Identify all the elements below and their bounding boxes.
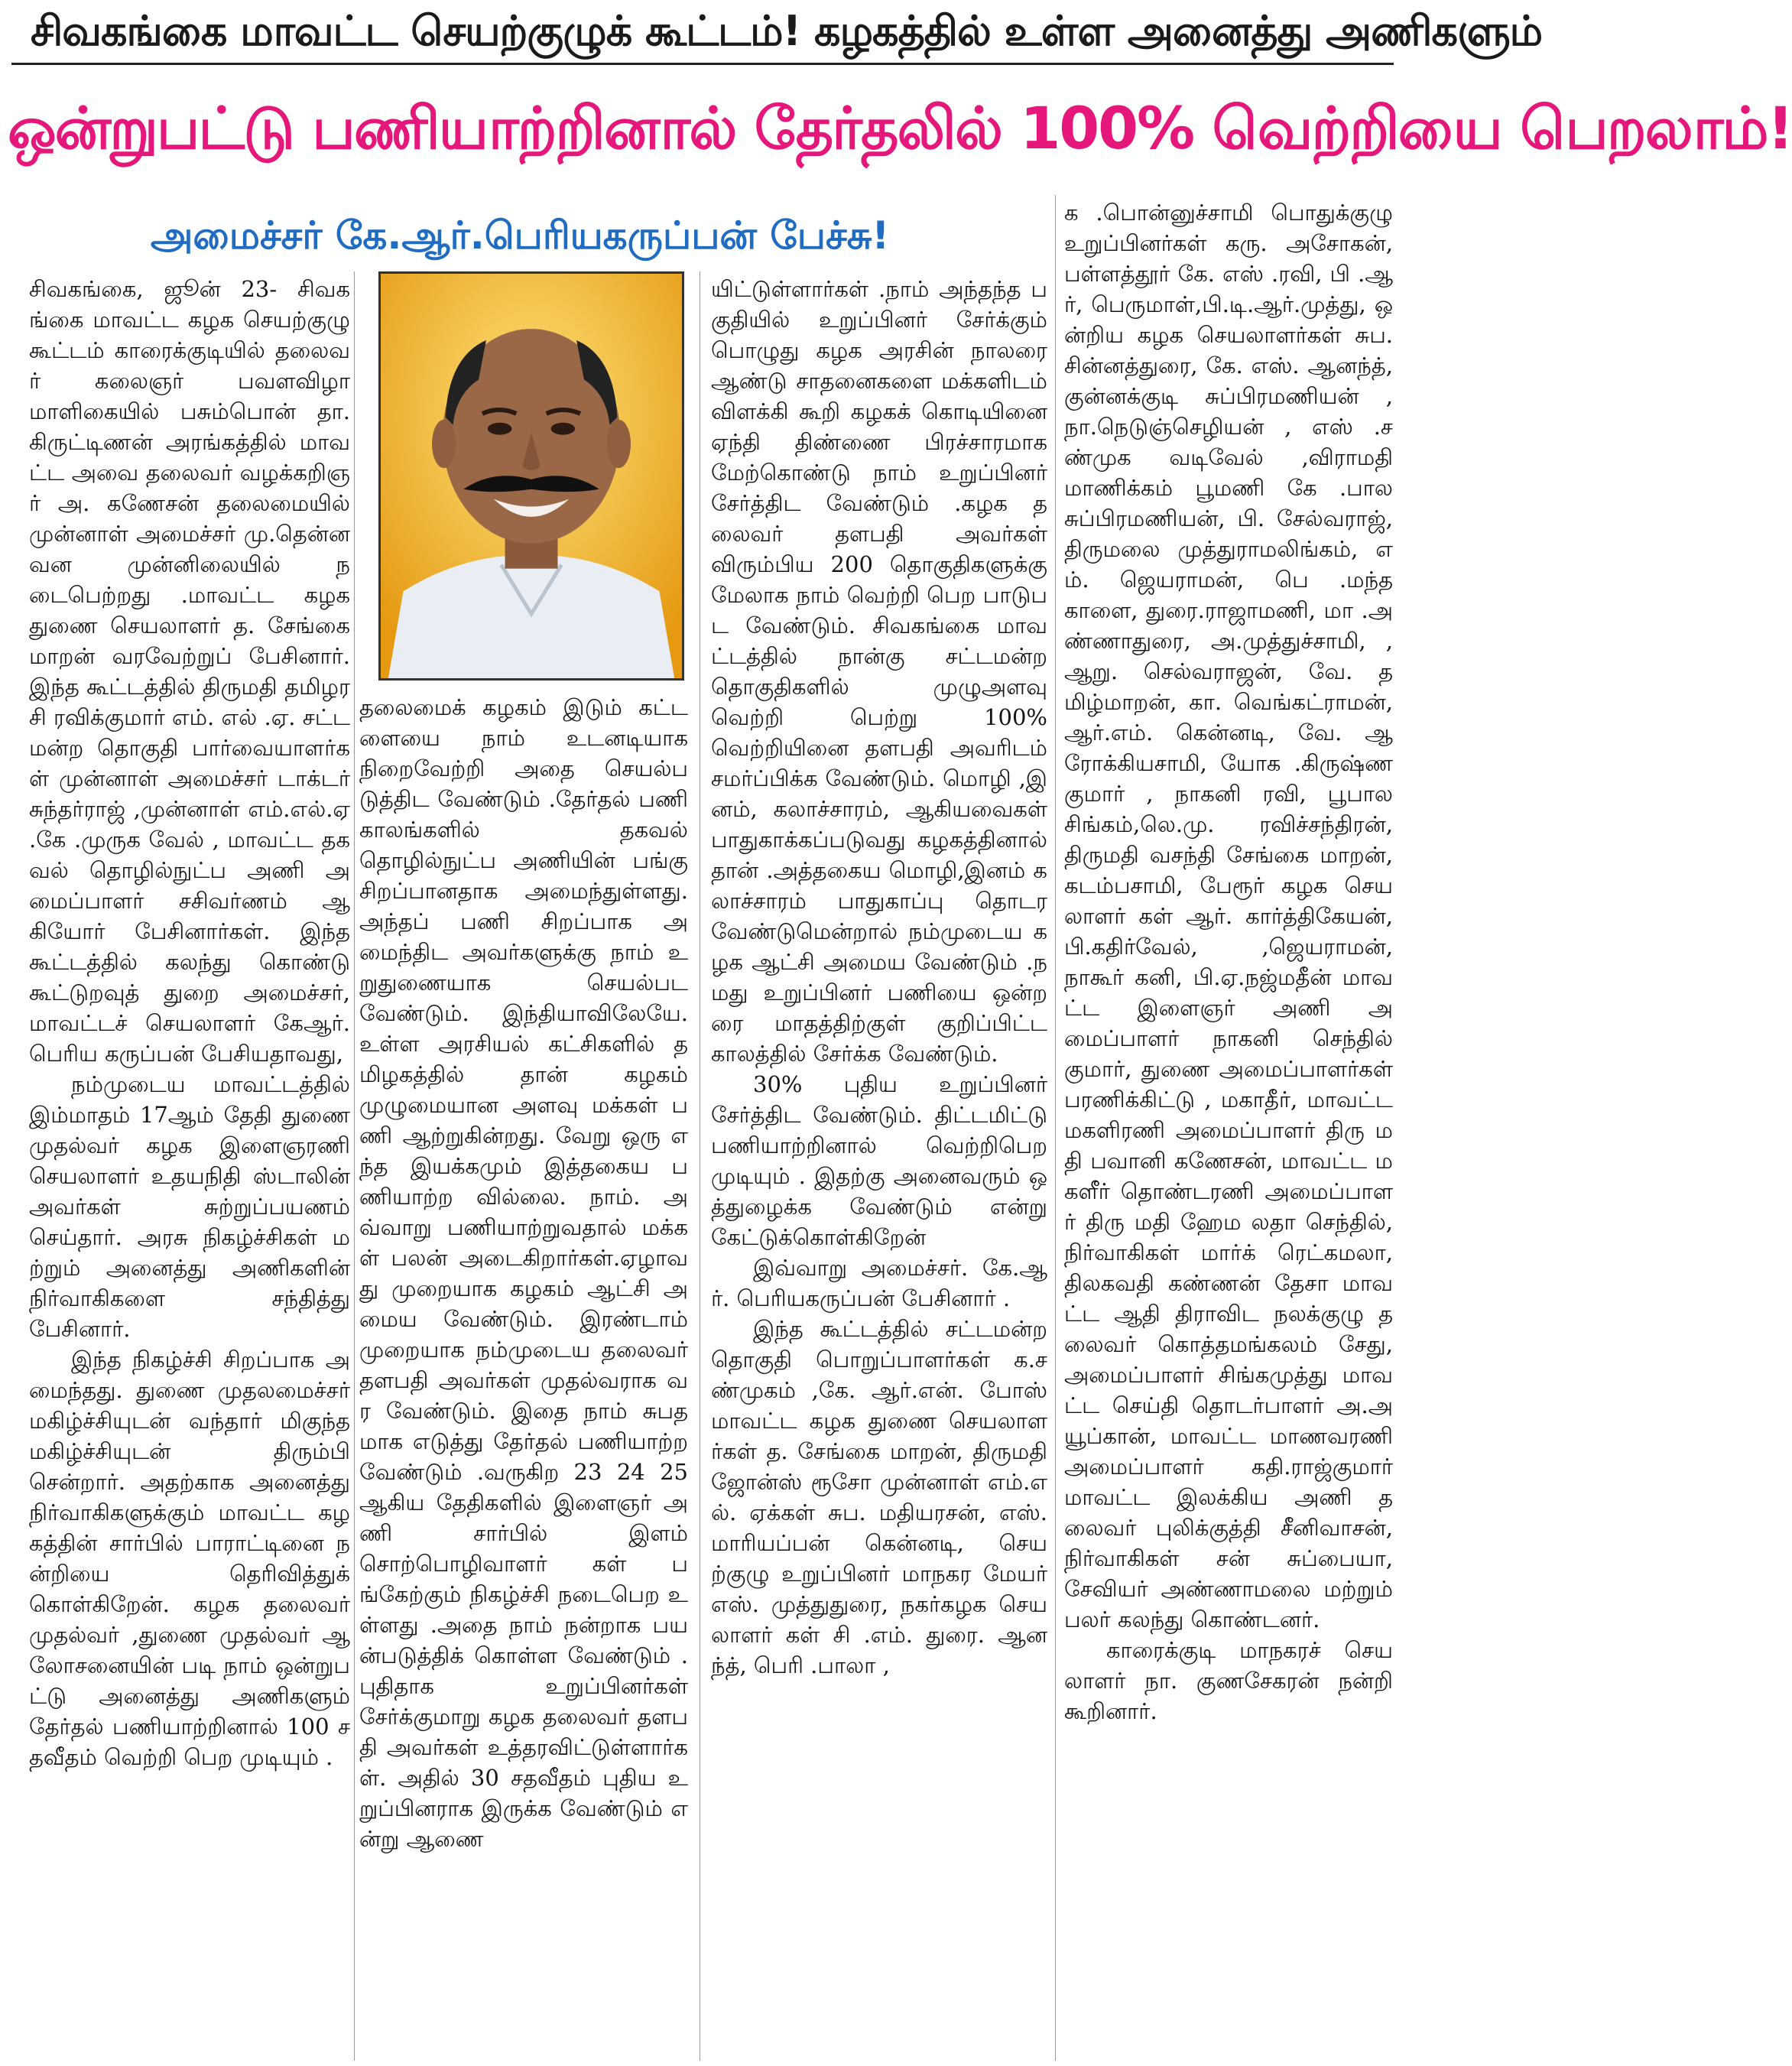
- column-divider: [354, 271, 355, 2061]
- article-column-4: [1064, 197, 1393, 2059]
- article-paragraph: க .பொன்னுச்சாமி பொதுக்குழு உறுப்பினர்கள் கரு. அசோகன், பள்ளத்தூர் கே. எஸ் .ரவி, பி .ஆர், பெருமாள்,பி.டி.ஆர்.முத்து, ஒன்றிய கழக செயலாளர்கள் சுப. சின்னத்துரை, கே. எஸ். ஆனந்த், குன்னக்குடி சுப்பிரமணியன் , நா.நெடுஞ்செழியன் , எஸ் .சண்முக வடிவேல் ,விராமதி மாணிக்கம் பூமணி கே .பாலசுப்பிரமணியன், பி. சேல்வராஜ், திருமலை முத்துராமலிங்கம், எம். ஜெயராமன், பெ .மந்த காளை, துரை.ராஜாமணி, மா .அண்ணாதுரை, அ.முத்துச்சாமி, ,ஆறு. செல்வராஜன், வே. தமிழ்மாறன், கா. வெங்கட்ராமன், ஆர்.எம். கென்னடி, வே. ஆரோக்கியசாமி, யோக .கிருஷ்ணகுமார் , நாகனி ரவி, பூபால சிங்கம்,லெ.மு. ரவிச்சந்திரன்,திருமதி வசந்தி சேங்கை மாறன், கடம்பசாமி, பேரூர் கழக செயலாளர் கள் ஆர். கார்த்திகேயன், பி.கதிர்வேல், ,ஜெயராமன், நாகூர் கனி, பி.ஏ.நஜ்மதீன் மாவட்ட இளைஞர் அணி அமைப்பாளர் நாகனி செந்தில் குமார், துணை அமைப்பாளர்கள் பரணிக்கிட்டு , மகாதீர், மாவட்ட மகளிரணி அமைப்பாளர் திரு மதி பவானி கணேசன், மாவட்ட மகளீர் தொண்டரணி அமைப்பாளர் திரு மதி ஹேம லதா செந்தில், நிர்வாகிகள் மார்க் ரெட்கமலா,திலகவதி கண்ணன் தேசா மாவட்ட ஆதி திராவிட நலக்குழு தலைவர் கொத்தமங்கலம் சேது, அமைப்பாளர் சிங்கமுத்து மாவட்ட செய்தி தொடர்பாளர் அ.அயூப்கான், மாவட்ட மாணவரணி அமைப்பாளர் கதி.ராஜ்குமார் மாவட்ட இலக்கிய அணி தலைவர் புலிக்குத்தி சீனிவாசன், நிர்வாகிகள் சன் சுப்பையா, சேவியர் அண்ணாமலை மற்றும் பலர் கலந்து கொண்டனர்.: [1064, 200, 1393, 1632]
- article-paragraph: 30% புதிய உறுப்பினர் சேர்த்திட வேண்டும். திட்டமிட்டு பணியாற்றினால் வெற்றிபெற முடியும் . இதற்கு அனைவரும் ஒத்துழைக்க வேண்டும் என்று கேட்டுக்கொள்கிறேன்: [711, 1071, 1047, 1250]
- column-divider: [1055, 195, 1056, 2061]
- article-column-1: [29, 274, 350, 2059]
- article-paragraph: நம்முடைய மாவட்டத்தில் இம்மாதம் 17ஆம் தேதி துணை முதல்வர் கழக இளைஞரணி செயலாளர் உதயநிதி ஸ்டாலின் அவர்கள் சுற்றுப்பயணம் செய்தார். அரசு நிகழ்ச்சிகள் மற்றும் அனைத்து அணிகளின் நிர்வாகிகளை சந்தித்து பேசினார்.: [29, 1071, 350, 1342]
- article-paragraph: இந்த கூட்டத்தில் சட்டமன்ற தொகுதி பொறுப்பாளர்கள் க.சண்முகம் ,கே. ஆர்.என். போஸ் மாவட்ட கழக துணை செயலாளர்கள் த. சேங்கை மாறன், திருமதி ஜோன்ஸ் ரூசோ முன்னாள் எம்.எல். ஏக்கள் சுப. மதியரசன், எஸ். மாரியப்பன் கென்னடி, செயற்குழு உறுப்பினர் மாநகர மேயர் எஸ். முத்துதுரை, நகர்கழக செயலாளர் கள் சி .எம். துரை. ஆனந்த், பெரி .பாலா ,: [711, 1316, 1047, 1678]
- article-column-3: [711, 274, 1047, 2059]
- main-headline: ஒன்றுபட்டு பணியாற்றினால் தேர்தலில் 100% வெற்றியை பெறலாம்!: [8, 94, 1792, 162]
- portrait-image: [381, 274, 682, 678]
- minister-photo: [378, 271, 684, 681]
- article-paragraph: யிட்டுள்ளார்கள் .நாம் அந்தந்த பகுதியில் உறுப்பினர் சேர்க்கும் பொழுது கழக அரசின் நாலரை ஆண்டு சாதனைகளை மக்களிடம் விளக்கி கூறி கழகக் கொடியினை ஏந்தி திண்ணை பிரச்சாரமாக மேற்கொண்டு நாம் உறுப்பினர் சேர்த்திட வேண்டும் .கழக தலைவர் தளபதி அவர்கள் விரும்பிய 200 தொகுதிகளுக்கு மேலாக நாம் வெற்றி பெற பாடுபட வேண்டும். சிவகங்கை மாவட்டத்தில் நான்கு சட்டமன்ற தொகுதிகளில் முழுஅளவு வெற்றி பெற்று 100% வெற்றியினை தளபதி அவரிடம் சமர்ப்பிக்க வேண்டும். மொழி ,இனம், கலாச்சாரம், ஆகியவைகள் பாதுகாக்கப்படுவது கழகத்தினால் தான் .அத்தகைய மொழி,இனம் கலாச்சாரம் பாதுகாப்பு தொடர வேண்டுமென்றால் நம்முடைய கழக ஆட்சி அமைய வேண்டும் .நமது உறுப்பினர் பணியை ஒன்றரை மாதத்திற்குள் குறிப்பிட்ட காலத்தில் சேர்க்க வேண்டும்.: [711, 276, 1047, 1067]
- kicker-divider: [11, 63, 1394, 65]
- article-paragraph: இந்த நிகழ்ச்சி சிறப்பாக அமைந்தது. துணை முதலமைச்சர் மகிழ்ச்சியுடன் வந்தார் மிகுந்த மகிழ்ச்சியுடன் திரும்பி சென்றார். அதற்காக அனைத்து நிர்வாகிகளுக்கும் மாவட்ட கழகத்தின் சார்பில் பாராட்டினை நன்றியை தெரிவித்துக் கொள்கிறேன். கழக தலைவர் முதல்வர் ,துணை முதல்வர் ஆலோசனையின் படி நாம் ஒன்றுபட்டு அனைத்து அணிகளும் தேர்தல் பணியாற்றினால் 100 சதவீதம் வெற்றி பெற முடியும் .: [29, 1346, 350, 1770]
- article-paragraph: இவ்வாறு அமைச்சர். கே.ஆர். பெரியகருப்பன் பேசினார் .: [711, 1255, 1047, 1311]
- kicker-headline: சிவகங்கை மாவட்ட செயற்குழுக் கூட்டம்! கழகத்தில் உள்ள அனைத்து அணிகளும்: [31, 7, 1543, 55]
- article-paragraph: சிவகங்கை, ஜூன் 23- சிவகங்கை மாவட்ட கழக செயற்குழு கூட்டம் காரைக்குடியில் தலைவர் கலைஞர் பவளவிழா மாளிகையில் பசும்பொன் தா. கிருட்டிணன் அரங்கத்தில் மாவட்ட அவை தலைவர் வழக்கறிஞர் அ. கணேசன் தலைமையில் முன்னாள் அமைச்சர் மு.தென்னவன முன்னிலையில் நடைபெற்றது .மாவட்ட கழக துணை செயலாளர் த. சேங்கை மாறன் வரவேற்றுப் பேசினார். இந்த கூட்டத்தில் திருமதி தமிழரசி ரவிக்குமார் எம். எல் .ஏ. சட்ட மன்ற தொகுதி பார்வையாளர்கள் முன்னாள் அமைச்சர் டாக்டர் சுந்தர்ராஜ் ,முன்னாள் எம்.எல்.ஏ .கே .முருக வேல் , மாவட்ட தகவல் தொழில்நுட்ப அணி அமைப்பாளர் சசிவர்ணம் ஆகியோர் பேசினார்கள். இந்த கூட்டத்தில் கலந்து கொண்டு கூட்டுறவுத் துறை அமைச்சர், மாவட்டச் செயலாளர் கேஆர்.பெரிய கருப்பன் பேசியதாவது,: [29, 276, 350, 1067]
- article-paragraph: காரைக்குடி மாநகரச் செயலாளர் நா. குணசேகரன் நன்றி கூறினார்.: [1064, 1637, 1393, 1724]
- article-paragraph: தலைமைக் கழகம் இடும் கட்டளையை நாம் உடனடியாக நிறைவேற்றி அதை செயல்படுத்திட வேண்டும் .தேர்தல் பணி காலங்களில் தகவல் தொழில்நுட்ப அணியின் பங்கு சிறப்பானதாக அமைந்துள்ளது. அந்தப் பணி சிறப்பாக அமைந்திட அவர்களுக்கு நாம் உறுதுணையாக செயல்பட வேண்டும். இந்தியாவிலேயே. உள்ள அரசியல் கட்சிகளில் தமிழகத்தில் தான் கழகம் முழுமையான அளவு மக்கள் பணி ஆற்றுகின்றது. வேறு ஒரு எந்த இயக்கமும் இத்தகைய பணியாற்ற வில்லை. நாம். அவ்வாறு பணியாற்றுவதால் மக்கள் பலன் அடைகிறார்கள்.ஏழாவது முறையாக கழகம் ஆட்சி அமைய வேண்டும். இரண்டாம் முறையாக நம்முடைய தலைவர் தளபதி அவர்கள் முதல்வராக வர வேண்டும். இதை நாம் சுபதமாக எடுத்து தேர்தல் பணியாற்ற வேண்டும் .வருகிற 23 24 25 ஆகிய தேதிகளில் இளைஞர் அணி சார்பில் இளம் சொற்பொழிவாளர் கள் பங்கேற்கும் நிகழ்ச்சி நடைபெற உள்ளது .அதை நாம் நன்றாக பயன்படுத்திக் கொள்ள வேண்டும் .புதிதாக உறுப்பினர்கள் சேர்க்குமாறு கழக தலைவர் தளபதி அவர்கள் உத்தரவிட்டுள்ளார்கள். அதில் 30 சதவீதம் புதிய உறுப்பினராக இருக்க வேண்டும் என்று ஆணை: [359, 694, 688, 1852]
- article-column-2: [359, 692, 688, 2059]
- byline-subheading: அமைச்சர் கே.ஆர்.பெரியகருப்பன் பேச்சு!: [150, 213, 890, 258]
